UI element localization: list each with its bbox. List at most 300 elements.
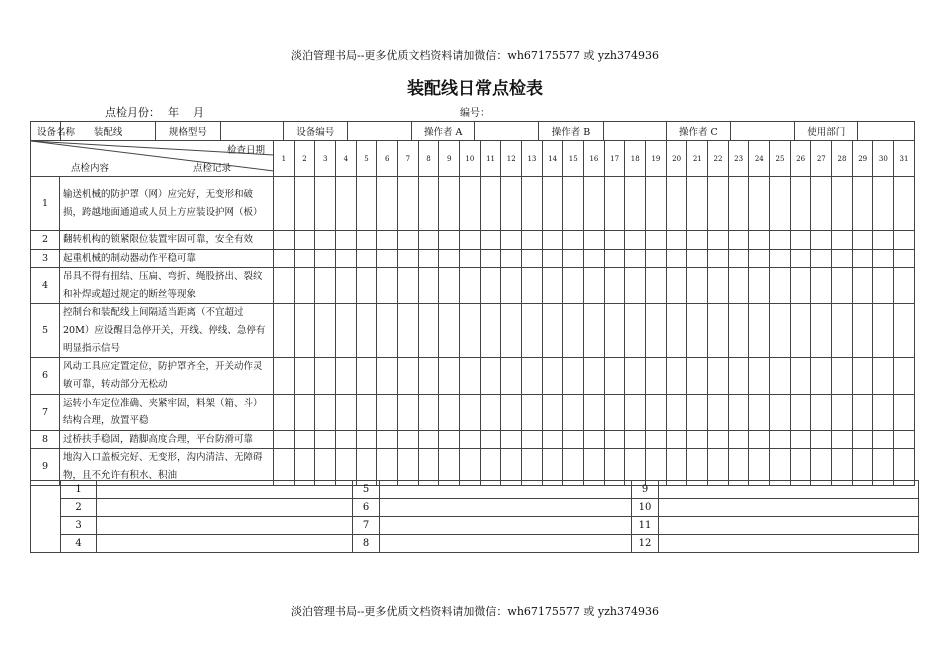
check-cell[interactable] bbox=[646, 268, 667, 304]
check-cell[interactable] bbox=[625, 249, 646, 268]
check-cell[interactable] bbox=[439, 430, 460, 449]
check-cell[interactable] bbox=[439, 268, 460, 304]
check-cell[interactable] bbox=[708, 268, 729, 304]
footer-entry-cell[interactable] bbox=[97, 517, 353, 535]
check-cell[interactable] bbox=[460, 430, 481, 449]
check-cell[interactable] bbox=[315, 249, 336, 268]
check-cell[interactable] bbox=[708, 177, 729, 231]
check-cell[interactable] bbox=[584, 430, 605, 449]
check-cell[interactable] bbox=[832, 394, 853, 430]
check-cell[interactable] bbox=[356, 177, 377, 231]
check-cell[interactable] bbox=[770, 358, 791, 394]
day-header-cell: 28 bbox=[832, 141, 853, 177]
check-cell[interactable] bbox=[584, 358, 605, 394]
check-cell[interactable] bbox=[563, 177, 584, 231]
check-cell[interactable] bbox=[894, 394, 915, 430]
check-cell[interactable] bbox=[811, 268, 832, 304]
check-cell[interactable] bbox=[646, 231, 667, 250]
check-cell[interactable] bbox=[749, 430, 770, 449]
check-cell[interactable] bbox=[542, 249, 563, 268]
check-cell[interactable] bbox=[811, 177, 832, 231]
check-cell[interactable] bbox=[625, 231, 646, 250]
check-cell[interactable] bbox=[522, 430, 543, 449]
day-header-cell: 25 bbox=[770, 141, 791, 177]
check-cell[interactable] bbox=[356, 249, 377, 268]
check-cell[interactable] bbox=[873, 394, 894, 430]
check-cell[interactable] bbox=[315, 358, 336, 394]
check-cell[interactable] bbox=[832, 231, 853, 250]
check-cell[interactable] bbox=[563, 394, 584, 430]
check-cell[interactable] bbox=[666, 304, 687, 358]
check-cell[interactable] bbox=[894, 231, 915, 250]
check-cell[interactable] bbox=[873, 430, 894, 449]
check-cell[interactable] bbox=[790, 268, 811, 304]
item-text: 风动工具应定置定位，防护罩齐全，开关动作灵敏可靠，转动部分无松动 bbox=[60, 358, 274, 394]
check-cell[interactable] bbox=[790, 304, 811, 358]
check-cell[interactable] bbox=[584, 268, 605, 304]
check-cell[interactable] bbox=[542, 177, 563, 231]
check-cell[interactable] bbox=[873, 177, 894, 231]
day-header-cell: 5 bbox=[356, 141, 377, 177]
day-header-cell: 12 bbox=[501, 141, 522, 177]
check-cell[interactable] bbox=[646, 304, 667, 358]
check-cell[interactable] bbox=[894, 249, 915, 268]
day-header-cell: 23 bbox=[728, 141, 749, 177]
check-cell[interactable] bbox=[728, 231, 749, 250]
record-label: 点检记录 bbox=[193, 163, 232, 174]
check-cell[interactable] bbox=[873, 358, 894, 394]
check-cell[interactable] bbox=[294, 249, 315, 268]
check-cell[interactable] bbox=[480, 231, 501, 250]
check-cell[interactable] bbox=[852, 304, 873, 358]
check-cell[interactable] bbox=[646, 358, 667, 394]
check-cell[interactable] bbox=[356, 231, 377, 250]
check-cell[interactable] bbox=[315, 304, 336, 358]
check-cell[interactable] bbox=[418, 430, 439, 449]
check-cell[interactable] bbox=[274, 304, 295, 358]
check-cell[interactable] bbox=[687, 394, 708, 430]
check-cell[interactable] bbox=[687, 249, 708, 268]
check-cell[interactable] bbox=[336, 394, 357, 430]
check-cell[interactable] bbox=[604, 358, 625, 394]
check-cell[interactable] bbox=[336, 430, 357, 449]
check-cell[interactable] bbox=[439, 231, 460, 250]
check-cell[interactable] bbox=[563, 430, 584, 449]
inspection-table bbox=[30, 121, 915, 486]
check-cell[interactable] bbox=[873, 304, 894, 358]
check-cell[interactable] bbox=[604, 430, 625, 449]
check-cell[interactable] bbox=[770, 304, 791, 358]
check-cell[interactable] bbox=[398, 177, 419, 231]
check-cell[interactable] bbox=[708, 249, 729, 268]
check-cell[interactable] bbox=[811, 231, 832, 250]
check-cell[interactable] bbox=[790, 249, 811, 268]
day-header-cell: 11 bbox=[480, 141, 501, 177]
check-cell[interactable] bbox=[728, 177, 749, 231]
check-cell[interactable] bbox=[522, 177, 543, 231]
check-cell[interactable] bbox=[894, 358, 915, 394]
check-cell[interactable] bbox=[460, 304, 481, 358]
check-cell[interactable] bbox=[604, 249, 625, 268]
check-cell[interactable] bbox=[274, 268, 295, 304]
check-cell[interactable] bbox=[315, 231, 336, 250]
check-cell[interactable] bbox=[790, 430, 811, 449]
check-cell[interactable] bbox=[625, 358, 646, 394]
check-cell[interactable] bbox=[336, 231, 357, 250]
item-number: 2 bbox=[31, 231, 60, 250]
day-header-cell: 15 bbox=[563, 141, 584, 177]
check-cell[interactable] bbox=[480, 394, 501, 430]
check-cell[interactable] bbox=[770, 394, 791, 430]
check-cell[interactable] bbox=[460, 268, 481, 304]
check-cell[interactable] bbox=[418, 304, 439, 358]
check-cell[interactable] bbox=[811, 249, 832, 268]
check-cell[interactable] bbox=[563, 268, 584, 304]
check-cell[interactable] bbox=[687, 268, 708, 304]
check-cell[interactable] bbox=[315, 430, 336, 449]
check-cell[interactable] bbox=[894, 268, 915, 304]
check-cell[interactable] bbox=[356, 394, 377, 430]
check-cell[interactable] bbox=[398, 231, 419, 250]
check-cell[interactable] bbox=[294, 304, 315, 358]
check-cell[interactable] bbox=[542, 268, 563, 304]
check-cell[interactable] bbox=[708, 394, 729, 430]
check-cell[interactable] bbox=[894, 177, 915, 231]
check-cell[interactable] bbox=[377, 394, 398, 430]
footer-entry-cell[interactable] bbox=[380, 535, 632, 553]
check-cell[interactable] bbox=[563, 231, 584, 250]
check-cell[interactable] bbox=[584, 394, 605, 430]
check-cell[interactable] bbox=[563, 249, 584, 268]
check-cell[interactable] bbox=[790, 394, 811, 430]
check-cell[interactable] bbox=[460, 358, 481, 394]
operator-a-value[interactable] bbox=[475, 122, 539, 140]
check-cell[interactable] bbox=[687, 231, 708, 250]
check-cell[interactable] bbox=[646, 249, 667, 268]
check-cell[interactable] bbox=[398, 430, 419, 449]
check-cell[interactable] bbox=[542, 304, 563, 358]
check-cell[interactable] bbox=[749, 231, 770, 250]
check-cell[interactable] bbox=[522, 231, 543, 250]
check-cell[interactable] bbox=[542, 231, 563, 250]
check-cell[interactable] bbox=[728, 394, 749, 430]
check-cell[interactable] bbox=[377, 358, 398, 394]
check-cell[interactable] bbox=[666, 268, 687, 304]
check-cell[interactable] bbox=[315, 394, 336, 430]
check-cell[interactable] bbox=[418, 394, 439, 430]
check-cell[interactable] bbox=[852, 177, 873, 231]
check-cell[interactable] bbox=[336, 268, 357, 304]
check-cell[interactable] bbox=[687, 358, 708, 394]
item-number: 3 bbox=[31, 249, 60, 268]
check-cell[interactable] bbox=[356, 358, 377, 394]
check-cell[interactable] bbox=[294, 394, 315, 430]
check-cell[interactable] bbox=[687, 177, 708, 231]
check-cell[interactable] bbox=[398, 249, 419, 268]
check-cell[interactable] bbox=[832, 358, 853, 394]
check-cell[interactable] bbox=[873, 231, 894, 250]
item-row bbox=[31, 268, 915, 304]
check-cell[interactable] bbox=[790, 358, 811, 394]
check-cell[interactable] bbox=[625, 394, 646, 430]
day-header-cell: 31 bbox=[894, 141, 915, 177]
check-cell[interactable] bbox=[315, 177, 336, 231]
check-cell[interactable] bbox=[418, 358, 439, 394]
device-no-value[interactable] bbox=[347, 122, 411, 140]
check-cell[interactable] bbox=[625, 268, 646, 304]
check-cell[interactable] bbox=[852, 430, 873, 449]
check-cell[interactable] bbox=[832, 249, 853, 268]
check-cell[interactable] bbox=[832, 177, 853, 231]
check-cell[interactable] bbox=[294, 268, 315, 304]
check-cell[interactable] bbox=[336, 358, 357, 394]
check-cell[interactable] bbox=[852, 358, 873, 394]
check-cell[interactable] bbox=[501, 177, 522, 231]
operator-c-value[interactable] bbox=[730, 122, 794, 140]
check-cell[interactable] bbox=[439, 358, 460, 394]
footer-entry-cell[interactable] bbox=[659, 535, 919, 553]
check-cell[interactable] bbox=[377, 249, 398, 268]
check-cell[interactable] bbox=[480, 177, 501, 231]
check-cell[interactable] bbox=[873, 268, 894, 304]
check-cell[interactable] bbox=[666, 231, 687, 250]
check-cell[interactable] bbox=[749, 394, 770, 430]
footer-number: 2 bbox=[61, 499, 97, 517]
check-cell[interactable] bbox=[832, 430, 853, 449]
check-cell[interactable] bbox=[439, 304, 460, 358]
check-cell[interactable] bbox=[439, 394, 460, 430]
check-cell[interactable] bbox=[501, 268, 522, 304]
day-header-cell: 30 bbox=[873, 141, 894, 177]
check-cell[interactable] bbox=[749, 249, 770, 268]
footer-entry-cell[interactable] bbox=[380, 481, 632, 499]
item-number: 6 bbox=[31, 358, 60, 394]
check-cell[interactable] bbox=[336, 249, 357, 268]
check-cell[interactable] bbox=[377, 177, 398, 231]
item-number: 1 bbox=[31, 177, 60, 231]
day-header-cell: 7 bbox=[398, 141, 419, 177]
check-cell[interactable] bbox=[356, 304, 377, 358]
check-cell[interactable] bbox=[501, 430, 522, 449]
check-cell[interactable] bbox=[708, 231, 729, 250]
check-cell[interactable] bbox=[728, 304, 749, 358]
check-cell[interactable] bbox=[749, 268, 770, 304]
check-cell[interactable] bbox=[646, 394, 667, 430]
check-cell[interactable] bbox=[749, 304, 770, 358]
check-cell[interactable] bbox=[522, 268, 543, 304]
check-cell[interactable] bbox=[377, 430, 398, 449]
item-text: 输送机械的防护罩（网）应完好，无变形和破损，跨越地面通道或人员上方应装设护网（板） bbox=[60, 177, 274, 231]
check-cell[interactable] bbox=[460, 231, 481, 250]
check-cell[interactable] bbox=[294, 430, 315, 449]
check-cell[interactable] bbox=[460, 394, 481, 430]
check-cell[interactable] bbox=[294, 177, 315, 231]
day-header-cell: 29 bbox=[852, 141, 873, 177]
check-cell[interactable] bbox=[728, 358, 749, 394]
check-cell[interactable] bbox=[522, 249, 543, 268]
check-cell[interactable] bbox=[770, 430, 791, 449]
check-cell[interactable] bbox=[666, 394, 687, 430]
check-cell[interactable] bbox=[625, 304, 646, 358]
check-cell[interactable] bbox=[646, 177, 667, 231]
footer-number: 4 bbox=[61, 535, 97, 553]
check-cell[interactable] bbox=[666, 249, 687, 268]
check-cell[interactable] bbox=[604, 231, 625, 250]
check-cell[interactable] bbox=[770, 177, 791, 231]
check-cell[interactable] bbox=[584, 249, 605, 268]
check-cell[interactable] bbox=[811, 394, 832, 430]
check-cell[interactable] bbox=[522, 304, 543, 358]
check-cell[interactable] bbox=[728, 430, 749, 449]
check-cell[interactable] bbox=[274, 430, 295, 449]
footer-entry-cell[interactable] bbox=[659, 481, 919, 499]
check-cell[interactable] bbox=[625, 177, 646, 231]
check-cell[interactable] bbox=[708, 358, 729, 394]
check-cell[interactable] bbox=[356, 268, 377, 304]
check-cell[interactable] bbox=[646, 430, 667, 449]
spec-value[interactable] bbox=[220, 122, 283, 140]
check-cell[interactable] bbox=[832, 304, 853, 358]
check-cell[interactable] bbox=[294, 231, 315, 250]
check-cell[interactable] bbox=[584, 304, 605, 358]
day-header-cell: 20 bbox=[666, 141, 687, 177]
check-cell[interactable] bbox=[873, 249, 894, 268]
check-cell[interactable] bbox=[894, 430, 915, 449]
footer-entry-cell[interactable] bbox=[380, 517, 632, 535]
check-cell[interactable] bbox=[336, 177, 357, 231]
footer-entry-cell[interactable] bbox=[97, 481, 353, 499]
check-cell[interactable] bbox=[584, 177, 605, 231]
footer-entry-cell[interactable] bbox=[380, 499, 632, 517]
check-cell[interactable] bbox=[708, 430, 729, 449]
check-cell[interactable] bbox=[439, 249, 460, 268]
check-cell[interactable] bbox=[522, 394, 543, 430]
check-cell[interactable] bbox=[666, 177, 687, 231]
check-cell[interactable] bbox=[708, 304, 729, 358]
day-header-cell: 26 bbox=[790, 141, 811, 177]
check-cell[interactable] bbox=[480, 358, 501, 394]
footer-entry-cell[interactable] bbox=[659, 499, 919, 517]
day-header-cell: 9 bbox=[439, 141, 460, 177]
check-cell[interactable] bbox=[666, 358, 687, 394]
check-cell[interactable] bbox=[418, 231, 439, 250]
operator-b-value[interactable] bbox=[603, 122, 666, 140]
operator-c-label: 操作者 C bbox=[666, 122, 730, 140]
check-cell[interactable] bbox=[811, 304, 832, 358]
check-cell[interactable] bbox=[852, 249, 873, 268]
check-cell[interactable] bbox=[832, 268, 853, 304]
check-cell[interactable] bbox=[604, 177, 625, 231]
check-cell[interactable] bbox=[460, 249, 481, 268]
check-cell[interactable] bbox=[852, 231, 873, 250]
footer-entry-cell[interactable] bbox=[97, 535, 353, 553]
check-cell[interactable] bbox=[460, 177, 481, 231]
check-cell[interactable] bbox=[852, 394, 873, 430]
check-cell[interactable] bbox=[398, 268, 419, 304]
check-cell[interactable] bbox=[274, 249, 295, 268]
check-cell[interactable] bbox=[604, 394, 625, 430]
dept-value[interactable] bbox=[858, 122, 914, 140]
check-cell[interactable] bbox=[274, 394, 295, 430]
check-cell[interactable] bbox=[501, 304, 522, 358]
check-cell[interactable] bbox=[377, 231, 398, 250]
check-cell[interactable] bbox=[604, 304, 625, 358]
check-cell[interactable] bbox=[542, 394, 563, 430]
check-cell[interactable] bbox=[480, 430, 501, 449]
footer-number: 6 bbox=[353, 499, 380, 517]
check-cell[interactable] bbox=[728, 249, 749, 268]
check-cell[interactable] bbox=[418, 268, 439, 304]
footer-entry-cell[interactable] bbox=[97, 499, 353, 517]
check-cell[interactable] bbox=[687, 430, 708, 449]
check-cell[interactable] bbox=[584, 231, 605, 250]
check-cell[interactable] bbox=[790, 177, 811, 231]
check-cell[interactable] bbox=[770, 249, 791, 268]
check-cell[interactable] bbox=[480, 268, 501, 304]
footer-row bbox=[31, 517, 919, 535]
check-cell[interactable] bbox=[356, 430, 377, 449]
check-cell[interactable] bbox=[894, 304, 915, 358]
check-cell[interactable] bbox=[666, 430, 687, 449]
check-cell[interactable] bbox=[790, 231, 811, 250]
check-cell[interactable] bbox=[294, 358, 315, 394]
check-cell[interactable] bbox=[336, 304, 357, 358]
check-cell[interactable] bbox=[274, 231, 295, 250]
check-cell[interactable] bbox=[501, 231, 522, 250]
check-cell[interactable] bbox=[687, 304, 708, 358]
check-cell[interactable] bbox=[728, 268, 749, 304]
check-cell[interactable] bbox=[542, 358, 563, 394]
check-cell[interactable] bbox=[542, 430, 563, 449]
check-cell[interactable] bbox=[315, 268, 336, 304]
check-cell[interactable] bbox=[770, 268, 791, 304]
check-cell[interactable] bbox=[480, 249, 501, 268]
check-cell[interactable] bbox=[749, 177, 770, 231]
check-cell[interactable] bbox=[501, 394, 522, 430]
check-cell[interactable] bbox=[418, 177, 439, 231]
check-cell[interactable] bbox=[398, 304, 419, 358]
date-label: 检查日期 bbox=[226, 145, 265, 156]
check-cell[interactable] bbox=[418, 249, 439, 268]
page-title: 装配线日常点检表 bbox=[407, 79, 543, 99]
check-cell[interactable] bbox=[625, 430, 646, 449]
item-text: 起重机械的制动器动作平稳可靠 bbox=[60, 249, 274, 268]
check-cell[interactable] bbox=[501, 249, 522, 268]
check-cell[interactable] bbox=[398, 358, 419, 394]
check-cell[interactable] bbox=[563, 304, 584, 358]
footer-row bbox=[31, 481, 919, 499]
check-cell[interactable] bbox=[563, 358, 584, 394]
check-cell[interactable] bbox=[522, 358, 543, 394]
check-cell[interactable] bbox=[274, 358, 295, 394]
footer-entry-cell[interactable] bbox=[659, 517, 919, 535]
check-cell[interactable] bbox=[377, 268, 398, 304]
item-text: 吊具不得有扭结、压扁、弯折、绳股挤出、裂纹和补焊或超过规定的断丝等现象 bbox=[60, 268, 274, 304]
check-cell[interactable] bbox=[377, 304, 398, 358]
check-cell[interactable] bbox=[398, 394, 419, 430]
day-header-cell: 4 bbox=[336, 141, 357, 177]
check-cell[interactable] bbox=[811, 430, 832, 449]
check-cell[interactable] bbox=[749, 358, 770, 394]
check-cell[interactable] bbox=[439, 177, 460, 231]
check-cell[interactable] bbox=[852, 268, 873, 304]
check-cell[interactable] bbox=[501, 358, 522, 394]
check-cell[interactable] bbox=[811, 358, 832, 394]
check-cell[interactable] bbox=[480, 304, 501, 358]
check-cell[interactable] bbox=[604, 268, 625, 304]
check-cell[interactable] bbox=[770, 231, 791, 250]
check-cell[interactable] bbox=[274, 177, 295, 231]
